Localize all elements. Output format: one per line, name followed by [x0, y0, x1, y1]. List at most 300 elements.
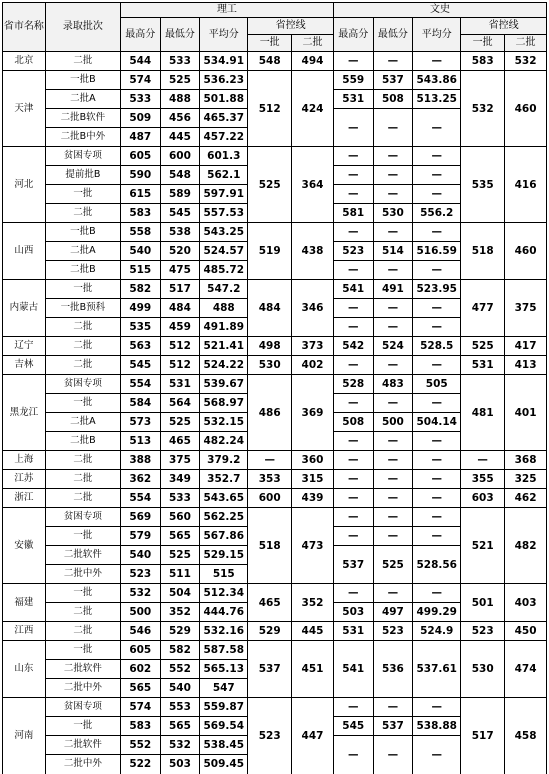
science-avg-cell: 559.87 — [200, 698, 248, 717]
batch-cell: 一批B — [45, 223, 120, 242]
science-control-second-cell: 445 — [292, 622, 334, 641]
science-avg-cell: 379.2 — [200, 451, 248, 470]
arts-control-first-cell: 355 — [461, 470, 505, 489]
science-min-cell: 456 — [160, 109, 200, 128]
arts-max-cell: — — [333, 166, 373, 185]
arts-max-cell: 541 — [333, 641, 373, 698]
table-row — [3, 641, 547, 660]
arts-control-second-cell: 474 — [505, 641, 547, 698]
arts-max-cell: — — [333, 261, 373, 280]
batch-cell: 二批B — [45, 261, 120, 280]
arts-avg-cell: — — [413, 698, 461, 717]
science-control-first-cell: 465 — [248, 584, 292, 622]
batch-cell: 贫困专项 — [45, 375, 120, 394]
table-row — [3, 584, 547, 603]
science-avg-cell: 457.22 — [200, 128, 248, 147]
batch-cell: 二批 — [45, 204, 120, 223]
arts-max-cell: 531 — [333, 622, 373, 641]
arts-max-cell: 508 — [333, 413, 373, 432]
batch-header: 录取批次 — [45, 3, 120, 52]
admission-score-table — [2, 2, 547, 774]
science-control-first-cell: 498 — [248, 337, 292, 356]
science-control-second-cell: 352 — [292, 584, 334, 622]
science-min-cell: 503 — [160, 755, 200, 774]
science-max-cell: 584 — [120, 394, 160, 413]
arts-control-first-cell: 501 — [461, 584, 505, 622]
science-control-first-cell: 519 — [248, 223, 292, 280]
arts-min-cell: 500 — [373, 413, 413, 432]
arts-control-first-cell: 523 — [461, 622, 505, 641]
science-min-cell: 533 — [160, 489, 200, 508]
science-min-cell: 465 — [160, 432, 200, 451]
science-control-first-cell: 600 — [248, 489, 292, 508]
science-avg-cell: 587.58 — [200, 641, 248, 660]
science-max-cell: 513 — [120, 432, 160, 451]
batch-cell: 二批B — [45, 432, 120, 451]
arts-max-cell: — — [333, 299, 373, 318]
batch-cell: 一批B预科 — [45, 299, 120, 318]
arts-min-cell: — — [373, 698, 413, 717]
science-control-second-cell: 438 — [292, 223, 334, 280]
batch-cell: 二批A — [45, 242, 120, 261]
science-min-cell: 504 — [160, 584, 200, 603]
science-min-cell: 529 — [160, 622, 200, 641]
arts-min-cell: — — [373, 470, 413, 489]
science-max-cell: 552 — [120, 736, 160, 755]
batch-cell: 贫困专项 — [45, 698, 120, 717]
science-control-second-cell: 494 — [292, 52, 334, 71]
batch-cell: 二批 — [45, 318, 120, 337]
arts-max-cell: — — [333, 185, 373, 204]
arts-avg-cell: — — [413, 527, 461, 546]
arts-control-second-cell: 375 — [505, 280, 547, 337]
science-max-cell: 535 — [120, 318, 160, 337]
science-min-cell: 545 — [160, 204, 200, 223]
batch-cell: 一批 — [45, 717, 120, 736]
province-name-cell: 浙江 — [3, 489, 46, 508]
science-avg-cell: 547.2 — [200, 280, 248, 299]
arts-avg-cell: — — [413, 318, 461, 337]
arts-min-cell: — — [373, 736, 413, 774]
arts-min-cell: 523 — [373, 622, 413, 641]
science-control-second-cell: 369 — [292, 375, 334, 451]
science-max-cell: 569 — [120, 508, 160, 527]
arts-min-cell: — — [373, 109, 413, 147]
science-avg-cell: 465.37 — [200, 109, 248, 128]
arts-control-second-cell: 325 — [505, 470, 547, 489]
batch-cell: 二批B中外 — [45, 128, 120, 147]
arts-min-cell: 537 — [373, 717, 413, 736]
science-min-cell: 532 — [160, 736, 200, 755]
batch-cell: 贫困专项 — [45, 508, 120, 527]
batch-cell: 一批 — [45, 185, 120, 204]
batch-cell: 一批 — [45, 584, 120, 603]
science-min-cell: 475 — [160, 261, 200, 280]
science-min-cell: 531 — [160, 375, 200, 394]
arts-avg-cell: 528.56 — [413, 546, 461, 584]
science-min-cell: 459 — [160, 318, 200, 337]
science-avg-cell: 547 — [200, 679, 248, 698]
arts-avg-cell: — — [413, 736, 461, 774]
science-avg-cell: 509.45 — [200, 755, 248, 774]
arts-control-second-header: 二批 — [505, 35, 547, 52]
arts-control-header: 省控线 — [461, 18, 547, 35]
table-row — [3, 698, 547, 717]
science-control-second-cell: 439 — [292, 489, 334, 508]
arts-avg-cell: 505 — [413, 375, 461, 394]
arts-avg-cell: — — [413, 489, 461, 508]
science-control-first-cell: 353 — [248, 470, 292, 489]
arts-control-first-cell: 518 — [461, 223, 505, 280]
province-name-cell: 福建 — [3, 584, 46, 622]
arts-avg-cell: — — [413, 147, 461, 166]
science-min-cell: 589 — [160, 185, 200, 204]
science-min-cell: 488 — [160, 90, 200, 109]
arts-min-cell: — — [373, 318, 413, 337]
science-max-cell: 574 — [120, 71, 160, 90]
science-min-cell: 525 — [160, 546, 200, 565]
province-name-cell: 上海 — [3, 451, 46, 470]
arts-max-cell: 503 — [333, 603, 373, 622]
science-min-cell: 520 — [160, 242, 200, 261]
batch-cell: 二批软件 — [45, 736, 120, 755]
arts-control-second-cell: 368 — [505, 451, 547, 470]
arts-min-cell: — — [373, 394, 413, 413]
arts-min-cell: — — [373, 451, 413, 470]
province-name-cell: 江苏 — [3, 470, 46, 489]
arts-control-first-cell: 525 — [461, 337, 505, 356]
arts-min-cell: 483 — [373, 375, 413, 394]
science-avg-cell: 534.91 — [200, 52, 248, 71]
province-name-cell: 北京 — [3, 52, 46, 71]
table-row — [3, 71, 547, 90]
arts-avg-cell: — — [413, 223, 461, 242]
batch-cell: 二批A — [45, 413, 120, 432]
batch-cell: 二批B软件 — [45, 109, 120, 128]
arts-control-second-cell: 460 — [505, 71, 547, 147]
arts-min-cell: — — [373, 299, 413, 318]
science-min-cell: 582 — [160, 641, 200, 660]
science-avg-cell: 501.88 — [200, 90, 248, 109]
arts-avg-cell: — — [413, 394, 461, 413]
arts-min-cell: — — [373, 584, 413, 603]
arts-min-cell: 536 — [373, 641, 413, 698]
science-max-cell: 515 — [120, 261, 160, 280]
arts-control-second-cell: 532 — [505, 52, 547, 71]
province-name-cell: 辽宁 — [3, 337, 46, 356]
science-min-cell: 548 — [160, 166, 200, 185]
arts-avg-cell: — — [413, 109, 461, 147]
arts-control-second-cell: 460 — [505, 223, 547, 280]
arts-avg-cell: 524.9 — [413, 622, 461, 641]
science-avg-cell: 569.54 — [200, 717, 248, 736]
science-min-cell: 352 — [160, 603, 200, 622]
arts-min-cell: 497 — [373, 603, 413, 622]
science-min-cell: 511 — [160, 565, 200, 584]
arts-max-cell: — — [333, 470, 373, 489]
arts-header: 文史 — [333, 3, 546, 18]
arts-avg-cell: — — [413, 451, 461, 470]
science-max-cell: 545 — [120, 356, 160, 375]
arts-min-cell: 508 — [373, 90, 413, 109]
science-max-cell: 602 — [120, 660, 160, 679]
science-max-cell: 554 — [120, 375, 160, 394]
science-control-first-cell: 530 — [248, 356, 292, 375]
science-max-cell: 605 — [120, 641, 160, 660]
table-row — [3, 622, 547, 641]
batch-cell: 二批中外 — [45, 679, 120, 698]
table-row — [3, 508, 547, 527]
science-min-cell: 552 — [160, 660, 200, 679]
arts-max-cell: — — [333, 52, 373, 71]
science-control-second-cell: 451 — [292, 641, 334, 698]
arts-min-cell: — — [373, 223, 413, 242]
science-avg-cell: 562.25 — [200, 508, 248, 527]
science-avg-cell: 485.72 — [200, 261, 248, 280]
table-row — [3, 280, 547, 299]
table-row — [3, 52, 547, 71]
arts-min-cell: 524 — [373, 337, 413, 356]
batch-cell: 二批 — [45, 451, 120, 470]
science-min-cell: 553 — [160, 698, 200, 717]
table-row — [3, 223, 547, 242]
arts-min-cell: — — [373, 432, 413, 451]
arts-min-cell: 525 — [373, 546, 413, 584]
science-max-cell: 532 — [120, 584, 160, 603]
batch-cell: 提前批B — [45, 166, 120, 185]
science-header: 理工 — [120, 3, 333, 18]
science-avg-cell: 557.53 — [200, 204, 248, 223]
province-name-cell: 河南 — [3, 698, 46, 774]
arts-control-second-cell: 462 — [505, 489, 547, 508]
arts-avg-header: 平均分 — [413, 18, 461, 52]
arts-control-first-cell: 477 — [461, 280, 505, 337]
batch-cell: 二批 — [45, 356, 120, 375]
arts-max-cell: 559 — [333, 71, 373, 90]
arts-avg-cell: — — [413, 470, 461, 489]
arts-avg-cell: 556.2 — [413, 204, 461, 223]
arts-max-cell: — — [333, 527, 373, 546]
arts-avg-cell: — — [413, 356, 461, 375]
arts-max-cell: — — [333, 394, 373, 413]
arts-max-cell: — — [333, 508, 373, 527]
science-avg-cell: 488 — [200, 299, 248, 318]
science-min-cell: 600 — [160, 147, 200, 166]
science-min-header: 最低分 — [160, 18, 200, 52]
arts-min-cell: — — [373, 52, 413, 71]
science-avg-cell: 512.34 — [200, 584, 248, 603]
arts-avg-cell: — — [413, 261, 461, 280]
science-control-second-cell: 360 — [292, 451, 334, 470]
arts-min-cell: — — [373, 166, 413, 185]
batch-cell: 二批 — [45, 470, 120, 489]
arts-control-second-cell: 417 — [505, 337, 547, 356]
science-avg-cell: 532.15 — [200, 413, 248, 432]
science-avg-cell: 521.41 — [200, 337, 248, 356]
arts-control-first-cell: 532 — [461, 71, 505, 147]
arts-control-first-header: 一批 — [461, 35, 505, 52]
arts-max-cell: — — [333, 432, 373, 451]
science-max-cell: 499 — [120, 299, 160, 318]
science-max-cell: 523 — [120, 565, 160, 584]
science-max-cell: 583 — [120, 717, 160, 736]
arts-min-cell: 491 — [373, 280, 413, 299]
science-avg-cell: 352.7 — [200, 470, 248, 489]
arts-avg-cell: — — [413, 299, 461, 318]
batch-cell: 一批 — [45, 394, 120, 413]
arts-max-cell: — — [333, 489, 373, 508]
arts-control-first-cell: 603 — [461, 489, 505, 508]
science-control-second-cell: 473 — [292, 508, 334, 584]
arts-control-second-cell: 403 — [505, 584, 547, 622]
arts-max-cell: 541 — [333, 280, 373, 299]
science-max-cell: 522 — [120, 755, 160, 774]
batch-cell: 二批软件 — [45, 660, 120, 679]
arts-max-cell: 545 — [333, 717, 373, 736]
science-max-cell: 540 — [120, 242, 160, 261]
arts-min-cell: 537 — [373, 71, 413, 90]
science-avg-cell: 444.76 — [200, 603, 248, 622]
science-min-cell: 560 — [160, 508, 200, 527]
science-max-cell: 362 — [120, 470, 160, 489]
science-avg-cell: 543.25 — [200, 223, 248, 242]
science-avg-cell: 597.91 — [200, 185, 248, 204]
batch-cell: 一批 — [45, 527, 120, 546]
science-control-second-cell: 402 — [292, 356, 334, 375]
arts-max-cell: 581 — [333, 204, 373, 223]
arts-min-cell: — — [373, 508, 413, 527]
arts-control-first-cell: — — [461, 451, 505, 470]
arts-control-first-cell: 531 — [461, 356, 505, 375]
science-control-first-cell: 525 — [248, 147, 292, 223]
arts-max-cell: 542 — [333, 337, 373, 356]
arts-max-cell: — — [333, 356, 373, 375]
arts-max-cell: — — [333, 451, 373, 470]
science-min-cell: 512 — [160, 337, 200, 356]
science-control-first-header: 一批 — [248, 35, 292, 52]
arts-avg-cell: 528.5 — [413, 337, 461, 356]
arts-avg-cell: 516.59 — [413, 242, 461, 261]
science-max-cell: 563 — [120, 337, 160, 356]
arts-avg-cell: 543.86 — [413, 71, 461, 90]
table-row — [3, 337, 547, 356]
arts-control-first-cell: 521 — [461, 508, 505, 584]
science-avg-cell: 515 — [200, 565, 248, 584]
science-control-second-header: 二批 — [292, 35, 334, 52]
science-avg-cell: 524.57 — [200, 242, 248, 261]
arts-control-first-cell: 535 — [461, 147, 505, 223]
arts-avg-cell: — — [413, 584, 461, 603]
science-control-first-cell: 537 — [248, 641, 292, 698]
science-control-second-cell: 424 — [292, 71, 334, 147]
arts-avg-cell: 504.14 — [413, 413, 461, 432]
arts-control-second-cell: 416 — [505, 147, 547, 223]
science-max-cell: 574 — [120, 698, 160, 717]
science-min-cell: 512 — [160, 356, 200, 375]
batch-cell: 一批 — [45, 280, 120, 299]
arts-min-cell: — — [373, 356, 413, 375]
table-row — [3, 470, 547, 489]
science-avg-cell: 538.45 — [200, 736, 248, 755]
province-name-cell: 江西 — [3, 622, 46, 641]
science-max-cell: 579 — [120, 527, 160, 546]
science-avg-cell: 568.97 — [200, 394, 248, 413]
science-min-cell: 525 — [160, 71, 200, 90]
arts-control-second-cell: 458 — [505, 698, 547, 774]
arts-max-cell: 537 — [333, 546, 373, 584]
science-control-first-cell: 512 — [248, 71, 292, 147]
science-control-second-cell: 447 — [292, 698, 334, 774]
science-min-cell: 533 — [160, 52, 200, 71]
arts-avg-cell: 513.25 — [413, 90, 461, 109]
arts-control-first-cell: 481 — [461, 375, 505, 451]
arts-min-cell: — — [373, 261, 413, 280]
science-max-cell: 500 — [120, 603, 160, 622]
science-max-cell: 582 — [120, 280, 160, 299]
science-max-cell: 615 — [120, 185, 160, 204]
arts-avg-cell: 523.95 — [413, 280, 461, 299]
arts-control-first-cell: 517 — [461, 698, 505, 774]
science-max-cell: 540 — [120, 546, 160, 565]
science-control-first-cell: — — [248, 451, 292, 470]
science-avg-cell: 539.67 — [200, 375, 248, 394]
arts-control-second-cell: 482 — [505, 508, 547, 584]
arts-avg-cell: 499.29 — [413, 603, 461, 622]
science-max-cell: 554 — [120, 489, 160, 508]
science-max-cell: 509 — [120, 109, 160, 128]
arts-min-cell: 514 — [373, 242, 413, 261]
batch-cell: 二批 — [45, 489, 120, 508]
batch-cell: 一批 — [45, 641, 120, 660]
science-max-cell: 558 — [120, 223, 160, 242]
science-control-second-cell: 315 — [292, 470, 334, 489]
science-control-header: 省控线 — [248, 18, 334, 35]
arts-min-cell: — — [373, 147, 413, 166]
science-avg-cell: 532.16 — [200, 622, 248, 641]
table-row — [3, 375, 547, 394]
science-avg-cell: 529.15 — [200, 546, 248, 565]
batch-cell: 二批软件 — [45, 546, 120, 565]
arts-control-second-cell: 401 — [505, 375, 547, 451]
science-max-cell: 487 — [120, 128, 160, 147]
arts-max-cell: — — [333, 698, 373, 717]
science-avg-cell: 524.22 — [200, 356, 248, 375]
science-min-cell: 565 — [160, 717, 200, 736]
table-row — [3, 356, 547, 375]
arts-max-cell: — — [333, 736, 373, 774]
science-max-cell: 533 — [120, 90, 160, 109]
science-min-cell: 445 — [160, 128, 200, 147]
arts-control-second-cell: 450 — [505, 622, 547, 641]
batch-cell: 二批A — [45, 90, 120, 109]
arts-max-cell: 528 — [333, 375, 373, 394]
arts-avg-cell: — — [413, 508, 461, 527]
arts-avg-cell: — — [413, 52, 461, 71]
batch-cell: 一批B — [45, 71, 120, 90]
arts-max-cell: — — [333, 223, 373, 242]
arts-min-header: 最低分 — [373, 18, 413, 52]
science-avg-cell: 482.24 — [200, 432, 248, 451]
science-min-cell: 525 — [160, 413, 200, 432]
science-avg-cell: 543.65 — [200, 489, 248, 508]
science-min-cell: 540 — [160, 679, 200, 698]
science-max-cell: 573 — [120, 413, 160, 432]
batch-cell: 二批 — [45, 337, 120, 356]
science-avg-cell: 567.86 — [200, 527, 248, 546]
science-min-cell: 565 — [160, 527, 200, 546]
batch-cell: 二批中外 — [45, 565, 120, 584]
science-control-first-cell: 484 — [248, 280, 292, 337]
